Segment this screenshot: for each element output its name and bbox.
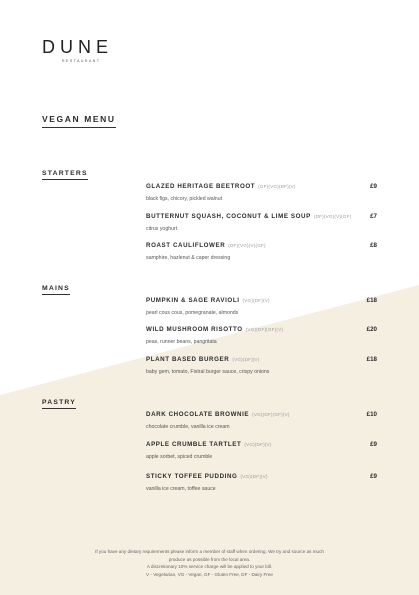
item-price: £9	[370, 183, 377, 190]
menu-title: VEGAN MENU	[42, 114, 116, 128]
item-price: £7	[370, 213, 377, 220]
item-price: £10	[366, 411, 377, 418]
menu-item	[146, 205, 377, 232]
item-dietary-tags: (DF)(VG)(V)(GF)	[313, 214, 352, 219]
menu-item	[146, 289, 377, 316]
menu-item	[146, 403, 377, 430]
item-description: peas, runner beans, pangritata	[146, 339, 217, 345]
item-name: PLANT BASED BURGER	[146, 356, 230, 363]
item-price: £9	[370, 441, 377, 448]
brand-subtitle: RESTAURANT	[62, 59, 101, 63]
menu-item	[146, 234, 377, 261]
section-title-starters: STARTERS	[42, 170, 88, 180]
item-description: citrus yoghurt	[146, 226, 178, 232]
footer-notes	[40, 548, 379, 578]
item-price: £20	[366, 326, 377, 333]
footer-line: produce as possible from the local area.	[168, 556, 251, 562]
item-name: BUTTERNUT SQUASH, COCONUT & LIME SOUP	[146, 213, 311, 220]
footer-line: If you have any dietary requirements please inform a member of staff when ordering. We try and source as much	[95, 549, 324, 554]
item-price: £18	[366, 356, 377, 363]
item-description: black figs, chicory, pickled walnut	[146, 196, 223, 202]
item-dietary-tags: (VG)(DF)(GF)(V)	[245, 327, 284, 332]
item-name: PUMPKIN & SAGE RAVIOLI	[146, 297, 240, 304]
brand-logo	[42, 38, 113, 63]
footer-line: V - Vegetarian, VG - Vegan, GF - Gluten Free, DF - Dairy Free	[146, 571, 273, 577]
item-description: pearl cous cous, pomegranate, almonds	[146, 310, 239, 316]
footer-line: A discretionary 10% service charge will be applied to your bill.	[146, 564, 273, 570]
item-dietary-tags: (DF)(VG)(V)(GF)	[228, 243, 266, 248]
menu-item	[146, 348, 377, 375]
item-dietary-tags: (GF)(VG)(DF)(V)	[258, 184, 296, 189]
item-dietary-tags: (VG)(DF)(V)	[232, 357, 260, 362]
item-dietary-tags: (VG)(DF)(V)	[242, 298, 270, 303]
item-dietary-tags: (VG)(DF)(V)	[244, 442, 272, 447]
menu-item	[146, 318, 377, 345]
brand-name: DUNE	[42, 37, 114, 57]
item-name: STICKY TOFFEE PUDDING	[146, 473, 238, 480]
item-name: APPLE CRUMBLE TARTLET	[146, 441, 242, 448]
item-name: WILD MUSHROOM RISOTTO	[146, 326, 243, 333]
menu-item	[146, 175, 377, 202]
section-title-pastry: PASTRY	[42, 399, 76, 409]
item-description: samphire, hazlenut & caper dressing	[146, 255, 231, 261]
item-description: apple sorbet, spiced crumble	[146, 454, 213, 460]
item-dietary-tags: (VG)(DF)(V)	[240, 474, 268, 479]
item-name: DARK CHOCOLATE BROWNIE	[146, 411, 250, 418]
item-price: £9	[370, 473, 377, 480]
item-description: baby gem, tomato, Fistral burger sauce, crispy onions	[146, 369, 270, 375]
section-title-mains: MAINS	[42, 285, 70, 295]
item-price: £18	[366, 297, 377, 304]
item-name: ROAST CAULIFLOWER	[146, 242, 226, 249]
item-price: £8	[370, 242, 377, 249]
item-description: vanilla ice cream, toffee sauce	[146, 486, 216, 492]
menu-item	[146, 433, 377, 460]
menu-item	[146, 465, 377, 492]
item-description: chocolate crumble, vanilla ice cream	[146, 424, 230, 430]
item-dietary-tags: (VG)(DF)(GF)(V)	[252, 412, 290, 417]
item-name: GLAZED HERITAGE BEETROOT	[146, 183, 256, 190]
